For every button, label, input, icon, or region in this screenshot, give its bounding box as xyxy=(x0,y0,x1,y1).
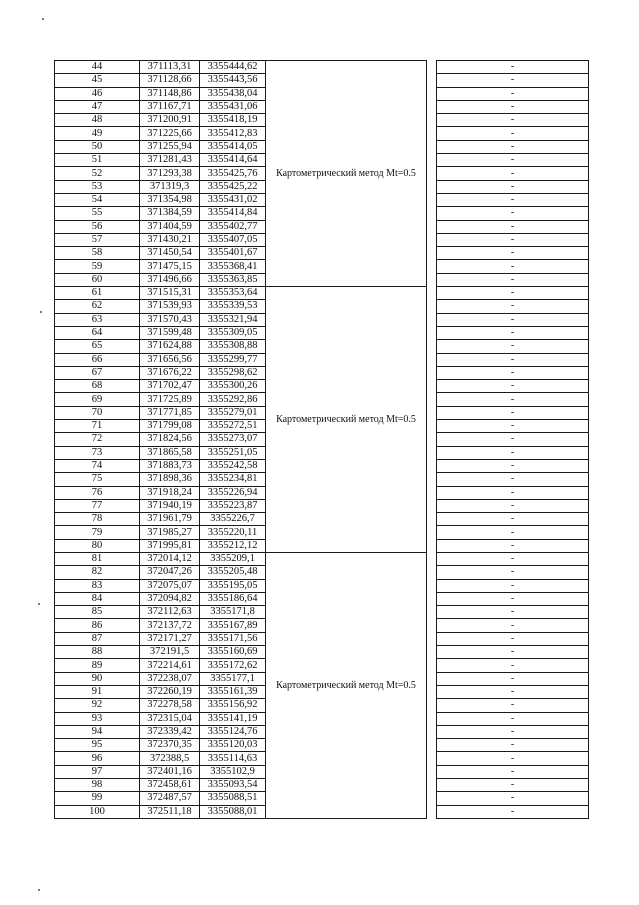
point-number-cell: 76 xyxy=(55,486,140,499)
y-coordinate-cell: 3355234,81 xyxy=(200,473,266,486)
value-cell: - xyxy=(437,699,589,712)
point-number-cell: 85 xyxy=(55,606,140,619)
x-coordinate-cell: 371450,54 xyxy=(140,247,200,260)
point-number-cell: 99 xyxy=(55,792,140,805)
point-number-cell: 97 xyxy=(55,765,140,778)
y-coordinate-cell: 3355353,64 xyxy=(200,287,266,300)
value-cell: - xyxy=(437,685,589,698)
value-cell: - xyxy=(437,220,589,233)
x-coordinate-cell: 371354,98 xyxy=(140,193,200,206)
y-coordinate-cell: 3355414,05 xyxy=(200,140,266,153)
point-number-cell: 80 xyxy=(55,539,140,552)
x-coordinate-cell: 371995,81 xyxy=(140,539,200,552)
point-number-cell: 52 xyxy=(55,167,140,180)
point-number-cell: 95 xyxy=(55,739,140,752)
x-coordinate-cell: 372075,07 xyxy=(140,579,200,592)
y-coordinate-cell: 3355167,89 xyxy=(200,619,266,632)
y-coordinate-cell: 3355438,04 xyxy=(200,87,266,100)
scan-speck xyxy=(40,311,42,313)
point-number-cell: 98 xyxy=(55,779,140,792)
point-number-cell: 45 xyxy=(55,74,140,87)
point-number-cell: 90 xyxy=(55,672,140,685)
y-coordinate-cell: 3355443,56 xyxy=(200,74,266,87)
y-coordinate-cell: 3355412,83 xyxy=(200,127,266,140)
value-cell: - xyxy=(437,140,589,153)
x-coordinate-cell: 371918,24 xyxy=(140,486,200,499)
y-coordinate-cell: 3355205,48 xyxy=(200,566,266,579)
x-coordinate-cell: 371570,43 xyxy=(140,313,200,326)
value-cell: - xyxy=(437,260,589,273)
x-coordinate-cell: 371599,48 xyxy=(140,326,200,339)
x-coordinate-cell: 371167,71 xyxy=(140,100,200,113)
point-number-cell: 78 xyxy=(55,513,140,526)
y-coordinate-cell: 3355308,88 xyxy=(200,340,266,353)
value-cell: - xyxy=(437,725,589,738)
point-number-cell: 81 xyxy=(55,552,140,565)
point-number-cell: 56 xyxy=(55,220,140,233)
x-coordinate-cell: 371384,59 xyxy=(140,207,200,220)
point-number-cell: 65 xyxy=(55,340,140,353)
x-coordinate-cell: 372238,07 xyxy=(140,672,200,685)
y-coordinate-cell: 3355431,02 xyxy=(200,193,266,206)
coordinates-table xyxy=(54,60,589,819)
point-number-cell: 84 xyxy=(55,592,140,605)
y-coordinate-cell: 3355114,63 xyxy=(200,752,266,765)
scan-speck xyxy=(42,18,44,20)
table-row xyxy=(55,287,589,300)
point-number-cell: 60 xyxy=(55,273,140,286)
y-coordinate-cell: 3355401,67 xyxy=(200,247,266,260)
value-cell: - xyxy=(437,513,589,526)
scan-speck xyxy=(38,889,40,891)
x-coordinate-cell: 372047,26 xyxy=(140,566,200,579)
y-coordinate-cell: 3355425,22 xyxy=(200,180,266,193)
point-number-cell: 93 xyxy=(55,712,140,725)
x-coordinate-cell: 371824,56 xyxy=(140,433,200,446)
y-coordinate-cell: 3355156,92 xyxy=(200,699,266,712)
column-gap xyxy=(427,61,437,287)
value-cell: - xyxy=(437,326,589,339)
value-cell: - xyxy=(437,566,589,579)
y-coordinate-cell: 3355300,26 xyxy=(200,380,266,393)
x-coordinate-cell: 371496,66 xyxy=(140,273,200,286)
x-coordinate-cell: 371676,22 xyxy=(140,366,200,379)
y-coordinate-cell: 3355088,01 xyxy=(200,805,266,818)
x-coordinate-cell: 371725,89 xyxy=(140,393,200,406)
x-coordinate-cell: 371940,19 xyxy=(140,499,200,512)
method-cell: Картометрический метод Mt=0.5 xyxy=(266,61,427,287)
x-coordinate-cell: 372401,16 xyxy=(140,765,200,778)
x-coordinate-cell: 371656,56 xyxy=(140,353,200,366)
y-coordinate-cell: 3355414,84 xyxy=(200,207,266,220)
y-coordinate-cell: 3355418,19 xyxy=(200,114,266,127)
value-cell: - xyxy=(437,273,589,286)
point-number-cell: 58 xyxy=(55,247,140,260)
x-coordinate-cell: 372278,58 xyxy=(140,699,200,712)
point-number-cell: 54 xyxy=(55,193,140,206)
value-cell: - xyxy=(437,592,589,605)
y-coordinate-cell: 3355251,05 xyxy=(200,446,266,459)
x-coordinate-cell: 372191,5 xyxy=(140,646,200,659)
x-coordinate-cell: 371148,86 xyxy=(140,87,200,100)
y-coordinate-cell: 3355220,11 xyxy=(200,526,266,539)
value-cell: - xyxy=(437,366,589,379)
y-coordinate-cell: 3355195,05 xyxy=(200,579,266,592)
value-cell: - xyxy=(437,765,589,778)
y-coordinate-cell: 3355299,77 xyxy=(200,353,266,366)
point-number-cell: 79 xyxy=(55,526,140,539)
column-gap xyxy=(427,552,437,818)
point-number-cell: 87 xyxy=(55,632,140,645)
point-number-cell: 92 xyxy=(55,699,140,712)
x-coordinate-cell: 371865,58 xyxy=(140,446,200,459)
point-number-cell: 74 xyxy=(55,459,140,472)
y-coordinate-cell: 3355431,06 xyxy=(200,100,266,113)
x-coordinate-cell: 371961,79 xyxy=(140,513,200,526)
y-coordinate-cell: 3355444,62 xyxy=(200,61,266,74)
value-cell: - xyxy=(437,193,589,206)
y-coordinate-cell: 3355171,8 xyxy=(200,606,266,619)
x-coordinate-cell: 371200,91 xyxy=(140,114,200,127)
point-number-cell: 55 xyxy=(55,207,140,220)
value-cell: - xyxy=(437,579,589,592)
x-coordinate-cell: 371113,31 xyxy=(140,61,200,74)
value-cell: - xyxy=(437,247,589,260)
value-cell: - xyxy=(437,499,589,512)
x-coordinate-cell: 371985,27 xyxy=(140,526,200,539)
y-coordinate-cell: 3355177,1 xyxy=(200,672,266,685)
point-number-cell: 49 xyxy=(55,127,140,140)
x-coordinate-cell: 371515,31 xyxy=(140,287,200,300)
x-coordinate-cell: 372315,04 xyxy=(140,712,200,725)
value-cell: - xyxy=(437,632,589,645)
point-number-cell: 50 xyxy=(55,140,140,153)
point-number-cell: 63 xyxy=(55,313,140,326)
y-coordinate-cell: 3355273,07 xyxy=(200,433,266,446)
value-cell: - xyxy=(437,167,589,180)
point-number-cell: 77 xyxy=(55,499,140,512)
value-cell: - xyxy=(437,420,589,433)
point-number-cell: 69 xyxy=(55,393,140,406)
value-cell: - xyxy=(437,646,589,659)
x-coordinate-cell: 371475,15 xyxy=(140,260,200,273)
x-coordinate-cell: 372339,42 xyxy=(140,725,200,738)
value-cell: - xyxy=(437,233,589,246)
x-coordinate-cell: 371799,08 xyxy=(140,420,200,433)
x-coordinate-cell: 371128,66 xyxy=(140,74,200,87)
y-coordinate-cell: 3355242,58 xyxy=(200,459,266,472)
point-number-cell: 86 xyxy=(55,619,140,632)
value-cell: - xyxy=(437,287,589,300)
value-cell: - xyxy=(437,446,589,459)
y-coordinate-cell: 3355160,69 xyxy=(200,646,266,659)
x-coordinate-cell: 371404,59 xyxy=(140,220,200,233)
value-cell: - xyxy=(437,473,589,486)
point-number-cell: 46 xyxy=(55,87,140,100)
column-gap xyxy=(427,287,437,553)
point-number-cell: 71 xyxy=(55,420,140,433)
point-number-cell: 82 xyxy=(55,566,140,579)
table-row xyxy=(55,61,589,74)
x-coordinate-cell: 372260,19 xyxy=(140,685,200,698)
x-coordinate-cell: 372094,82 xyxy=(140,592,200,605)
point-number-cell: 62 xyxy=(55,300,140,313)
x-coordinate-cell: 372137,72 xyxy=(140,619,200,632)
y-coordinate-cell: 3355368,41 xyxy=(200,260,266,273)
y-coordinate-cell: 3355298,62 xyxy=(200,366,266,379)
y-coordinate-cell: 3355209,1 xyxy=(200,552,266,565)
point-number-cell: 83 xyxy=(55,579,140,592)
point-number-cell: 67 xyxy=(55,366,140,379)
y-coordinate-cell: 3355407,05 xyxy=(200,233,266,246)
method-cell: Картометрический метод Mt=0.5 xyxy=(266,552,427,818)
y-coordinate-cell: 3355425,76 xyxy=(200,167,266,180)
value-cell: - xyxy=(437,353,589,366)
point-number-cell: 91 xyxy=(55,685,140,698)
x-coordinate-cell: 372014,12 xyxy=(140,552,200,565)
x-coordinate-cell: 371539,93 xyxy=(140,300,200,313)
value-cell: - xyxy=(437,659,589,672)
point-number-cell: 75 xyxy=(55,473,140,486)
x-coordinate-cell: 371225,66 xyxy=(140,127,200,140)
y-coordinate-cell: 3355363,85 xyxy=(200,273,266,286)
x-coordinate-cell: 372171,27 xyxy=(140,632,200,645)
value-cell: - xyxy=(437,74,589,87)
x-coordinate-cell: 372458,61 xyxy=(140,779,200,792)
point-number-cell: 53 xyxy=(55,180,140,193)
point-number-cell: 68 xyxy=(55,380,140,393)
x-coordinate-cell: 371702,47 xyxy=(140,380,200,393)
y-coordinate-cell: 3355309,05 xyxy=(200,326,266,339)
y-coordinate-cell: 3355321,94 xyxy=(200,313,266,326)
point-number-cell: 57 xyxy=(55,233,140,246)
x-coordinate-cell: 371624,88 xyxy=(140,340,200,353)
value-cell: - xyxy=(437,393,589,406)
value-cell: - xyxy=(437,739,589,752)
x-coordinate-cell: 372214,61 xyxy=(140,659,200,672)
value-cell: - xyxy=(437,752,589,765)
value-cell: - xyxy=(437,805,589,818)
x-coordinate-cell: 371430,21 xyxy=(140,233,200,246)
point-number-cell: 73 xyxy=(55,446,140,459)
value-cell: - xyxy=(437,619,589,632)
value-cell: - xyxy=(437,207,589,220)
scan-speck xyxy=(38,603,40,605)
value-cell: - xyxy=(437,127,589,140)
y-coordinate-cell: 3355088,51 xyxy=(200,792,266,805)
x-coordinate-cell: 372511,18 xyxy=(140,805,200,818)
value-cell: - xyxy=(437,61,589,74)
y-coordinate-cell: 3355141,19 xyxy=(200,712,266,725)
y-coordinate-cell: 3355223,87 xyxy=(200,499,266,512)
coordinates-table-body xyxy=(55,61,589,819)
point-number-cell: 59 xyxy=(55,260,140,273)
x-coordinate-cell: 371319,3 xyxy=(140,180,200,193)
point-number-cell: 72 xyxy=(55,433,140,446)
point-number-cell: 89 xyxy=(55,659,140,672)
y-coordinate-cell: 3355292,86 xyxy=(200,393,266,406)
x-coordinate-cell: 372370,35 xyxy=(140,739,200,752)
y-coordinate-cell: 3355102,9 xyxy=(200,765,266,778)
point-number-cell: 64 xyxy=(55,326,140,339)
value-cell: - xyxy=(437,300,589,313)
point-number-cell: 44 xyxy=(55,61,140,74)
value-cell: - xyxy=(437,486,589,499)
value-cell: - xyxy=(437,672,589,685)
x-coordinate-cell: 371281,43 xyxy=(140,154,200,167)
value-cell: - xyxy=(437,459,589,472)
point-number-cell: 94 xyxy=(55,725,140,738)
y-coordinate-cell: 3355414,64 xyxy=(200,154,266,167)
point-number-cell: 48 xyxy=(55,114,140,127)
x-coordinate-cell: 371771,85 xyxy=(140,406,200,419)
y-coordinate-cell: 3355171,56 xyxy=(200,632,266,645)
value-cell: - xyxy=(437,606,589,619)
method-cell: Картометрический метод Mt=0.5 xyxy=(266,287,427,553)
point-number-cell: 96 xyxy=(55,752,140,765)
value-cell: - xyxy=(437,552,589,565)
x-coordinate-cell: 372487,57 xyxy=(140,792,200,805)
y-coordinate-cell: 3355124,76 xyxy=(200,725,266,738)
x-coordinate-cell: 371883,73 xyxy=(140,459,200,472)
x-coordinate-cell: 371255,94 xyxy=(140,140,200,153)
y-coordinate-cell: 3355212,12 xyxy=(200,539,266,552)
point-number-cell: 100 xyxy=(55,805,140,818)
y-coordinate-cell: 3355186,64 xyxy=(200,592,266,605)
value-cell: - xyxy=(437,100,589,113)
x-coordinate-cell: 372388,5 xyxy=(140,752,200,765)
y-coordinate-cell: 3355161,39 xyxy=(200,685,266,698)
y-coordinate-cell: 3355093,54 xyxy=(200,779,266,792)
value-cell: - xyxy=(437,313,589,326)
value-cell: - xyxy=(437,792,589,805)
value-cell: - xyxy=(437,433,589,446)
point-number-cell: 66 xyxy=(55,353,140,366)
point-number-cell: 51 xyxy=(55,154,140,167)
value-cell: - xyxy=(437,154,589,167)
y-coordinate-cell: 3355402,77 xyxy=(200,220,266,233)
point-number-cell: 70 xyxy=(55,406,140,419)
value-cell: - xyxy=(437,114,589,127)
value-cell: - xyxy=(437,539,589,552)
value-cell: - xyxy=(437,712,589,725)
point-number-cell: 61 xyxy=(55,287,140,300)
value-cell: - xyxy=(437,406,589,419)
y-coordinate-cell: 3355272,51 xyxy=(200,420,266,433)
value-cell: - xyxy=(437,380,589,393)
y-coordinate-cell: 3355339,53 xyxy=(200,300,266,313)
value-cell: - xyxy=(437,779,589,792)
y-coordinate-cell: 3355226,7 xyxy=(200,513,266,526)
x-coordinate-cell: 371898,36 xyxy=(140,473,200,486)
value-cell: - xyxy=(437,87,589,100)
y-coordinate-cell: 3355226,94 xyxy=(200,486,266,499)
point-number-cell: 47 xyxy=(55,100,140,113)
y-coordinate-cell: 3355172,62 xyxy=(200,659,266,672)
table-row xyxy=(55,552,589,565)
y-coordinate-cell: 3355279,01 xyxy=(200,406,266,419)
x-coordinate-cell: 371293,38 xyxy=(140,167,200,180)
point-number-cell: 88 xyxy=(55,646,140,659)
value-cell: - xyxy=(437,526,589,539)
value-cell: - xyxy=(437,180,589,193)
y-coordinate-cell: 3355120,03 xyxy=(200,739,266,752)
value-cell: - xyxy=(437,340,589,353)
x-coordinate-cell: 372112,63 xyxy=(140,606,200,619)
